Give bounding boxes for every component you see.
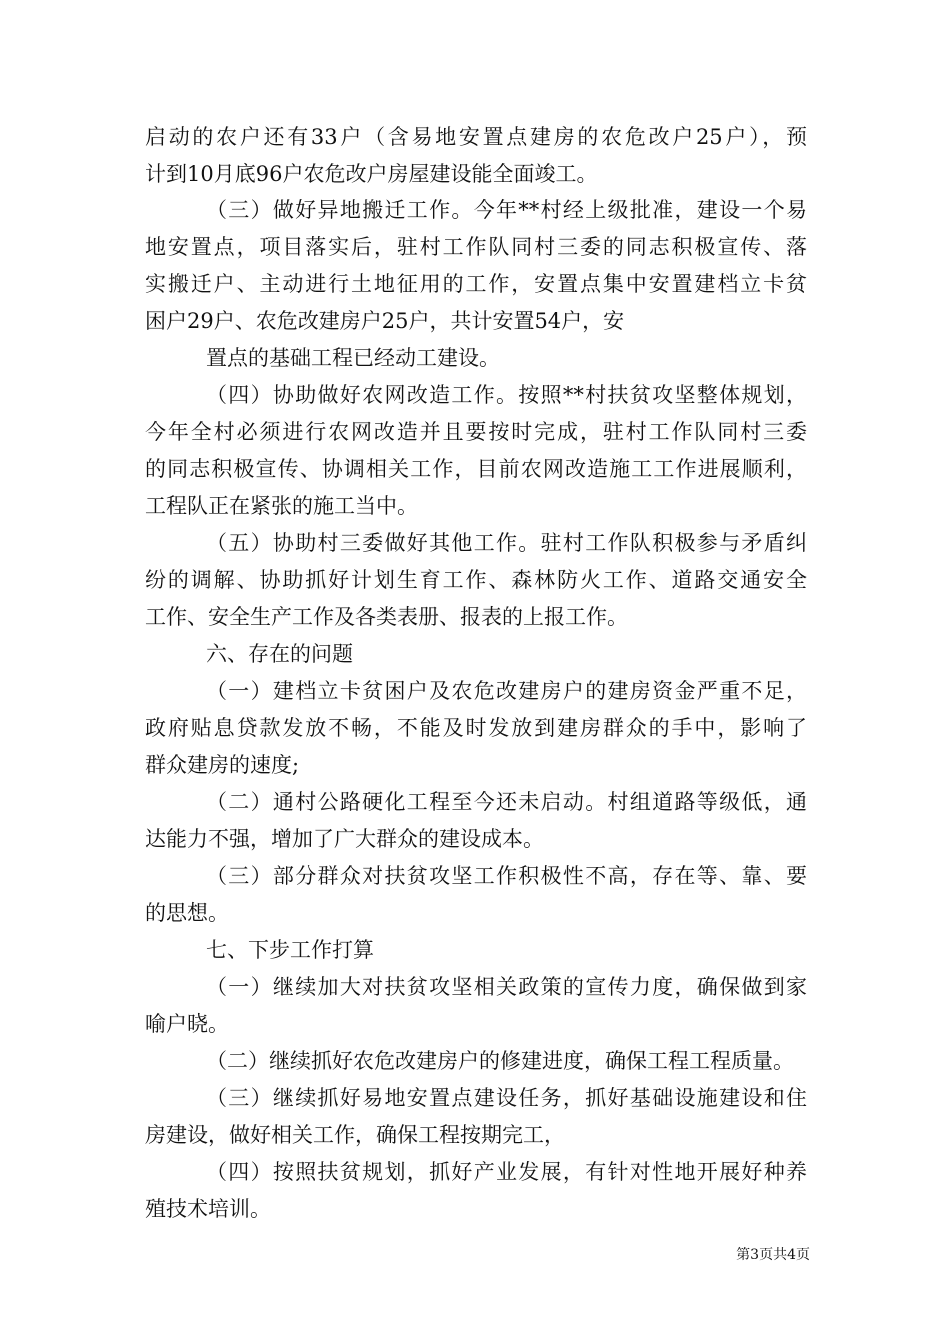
text-line: 群众建房的速度; xyxy=(145,753,300,777)
text-line: 工作、安全生产工作及各类表册、报表的上报工作。 xyxy=(145,605,628,629)
text-line: 喻户晓。 xyxy=(145,1012,229,1036)
text-line: 置点的基础工程已经动工建设。 xyxy=(206,346,500,370)
text-line: （二）通村公路硬化工程至今还未启动。村组道路等级低，通 xyxy=(206,790,807,814)
text-line: 纷的调解、协助抓好计划生育工作、森林防火工作、道路交通安全 xyxy=(145,568,807,592)
text-line: 的思想。 xyxy=(145,901,229,925)
text-line: 工程队正在紧张的施工当中。 xyxy=(145,494,418,518)
text-line: 房建设，做好相关工作，确保工程按期完工， xyxy=(145,1123,565,1147)
page-number: 第3页共4页 xyxy=(736,1247,810,1263)
text-line: 殖技术培训。 xyxy=(145,1197,271,1221)
text-line: 实搬迁户、主动进行土地征用的工作，安置点集中安置建档立卡贫 xyxy=(145,272,807,296)
text-line: （四）协助做好农网改造工作。按照**村扶贫攻坚整体规划， xyxy=(206,383,807,407)
section-heading: 六、存在的问题 xyxy=(206,642,353,666)
text-line: 达能力不强，增加了广大群众的建设成本。 xyxy=(145,827,544,851)
text-line: 困户29户、农危改建房户25户，共计安置54户，安 xyxy=(145,309,625,333)
text-line: 的同志积极宣传、协调相关工作，目前农网改造施工工作进展顺利， xyxy=(145,457,807,481)
text-line: （二）继续抓好农危改建房户的修建进度，确保工程工程质量。 xyxy=(206,1049,794,1073)
text-line: 启动的农户还有33户（含易地安置点建房的农危改户25户），预 xyxy=(145,125,807,149)
text-line: （一）继续加大对扶贫攻坚相关政策的宣传力度，确保做到家 xyxy=(206,975,807,999)
text-line: 计到10月底96户农危改户房屋建设能全面竣工。 xyxy=(145,162,598,186)
text-line: （五）协助村三委做好其他工作。驻村工作队积极参与矛盾纠 xyxy=(206,531,807,555)
text-line: （三）做好异地搬迁工作。今年**村经上级批准，建设一个易 xyxy=(206,198,807,222)
text-line: （三）继续抓好易地安置点建设任务，抓好基础设施建设和住 xyxy=(206,1086,807,1110)
text-line: 今年全村必须进行农网改造并且要按时完成，驻村工作队同村三委 xyxy=(145,420,807,444)
section-heading: 七、下步工作打算 xyxy=(206,938,374,962)
text-line: （四）按照扶贫规划，抓好产业发展，有针对性地开展好种养 xyxy=(206,1160,807,1184)
text-line: （一）建档立卡贫困户及农危改建房户的建房资金严重不足， xyxy=(206,679,807,703)
text-line: 地安置点，项目落实后，驻村工作队同村三委的同志积极宣传、落 xyxy=(145,235,807,259)
text-line: 政府贴息贷款发放不畅，不能及时发放到建房群众的手中，影响了 xyxy=(145,716,807,740)
text-line: （三）部分群众对扶贫攻坚工作积极性不高，存在等、靠、要 xyxy=(206,864,807,888)
